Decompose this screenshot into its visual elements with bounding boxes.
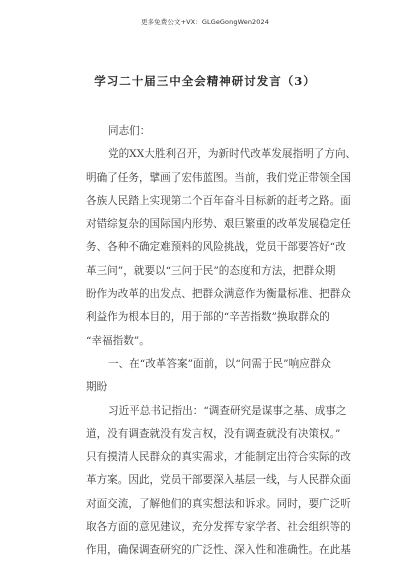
- text-line: 明确了任务，擘画了宏伟蓝图。当前，我们党正带领全国: [86, 171, 351, 184]
- heading-line: 一、在“改革答案”面前，以“问需于民”响应群众: [108, 357, 331, 370]
- text-line: “幸福指数”。: [86, 334, 150, 347]
- text-line: 革三问”，就要以“三问于民”的态度和方法，把群众期: [86, 264, 336, 277]
- text-line: 取各方面的意见建议，充分发挥专家学者、社会组织等的: [86, 521, 351, 534]
- text-line: 务、各种不确定难预料的风险挑战，党员干部要答好“改: [86, 241, 346, 254]
- paragraph-section-one: [86, 400, 354, 563]
- text-line: 道，没有调查就没有发言权，没有调查就没有决策权。”: [86, 427, 341, 440]
- salutation-text: 同志们：: [108, 125, 151, 137]
- text-line: 革方案。因此，党员干部要深入基层一线，与人民群众面: [86, 474, 351, 487]
- text-line: 对面交流，了解他们的真实想法和诉求。同时，要广泛听: [86, 497, 351, 510]
- text-line: 盼作为改革的出发点、把群众满意作为衡量标准、把群众: [86, 288, 351, 301]
- heading-line: 期盼: [86, 381, 108, 394]
- text-line: 党的XX大胜利召开，为新时代改革发展指明了方向、: [108, 148, 357, 161]
- text-line: 只有摸清人民群众的真实需求，才能制定出符合实际的改: [86, 451, 351, 464]
- text-line: 利益作为根本目的，用于部的“辛苦指数”换取群众的: [86, 311, 330, 324]
- text-line: 作用，确保调查研究的广泛性、深入性和准确性。在此基: [86, 544, 351, 557]
- salutation: [86, 120, 354, 143]
- document-title: 学习二十届三中全会精神研讨发言（3）: [94, 74, 316, 88]
- text-line: 对错综复杂的国际国内形势、艰巨繁重的改革发展稳定任: [86, 218, 351, 231]
- paragraph-intro: [86, 143, 357, 353]
- header-watermark: 更多免费公文+VX：GLGeGongWen2024: [140, 18, 269, 26]
- section-heading: [86, 353, 354, 400]
- text-line: 各族人民踏上实现第二个百年奋斗目标新的赶考之路。面: [86, 194, 351, 207]
- text-line: 习近平总书记指出：“调查研究是谋事之基、成事之: [108, 404, 347, 417]
- document-body: [86, 120, 357, 563]
